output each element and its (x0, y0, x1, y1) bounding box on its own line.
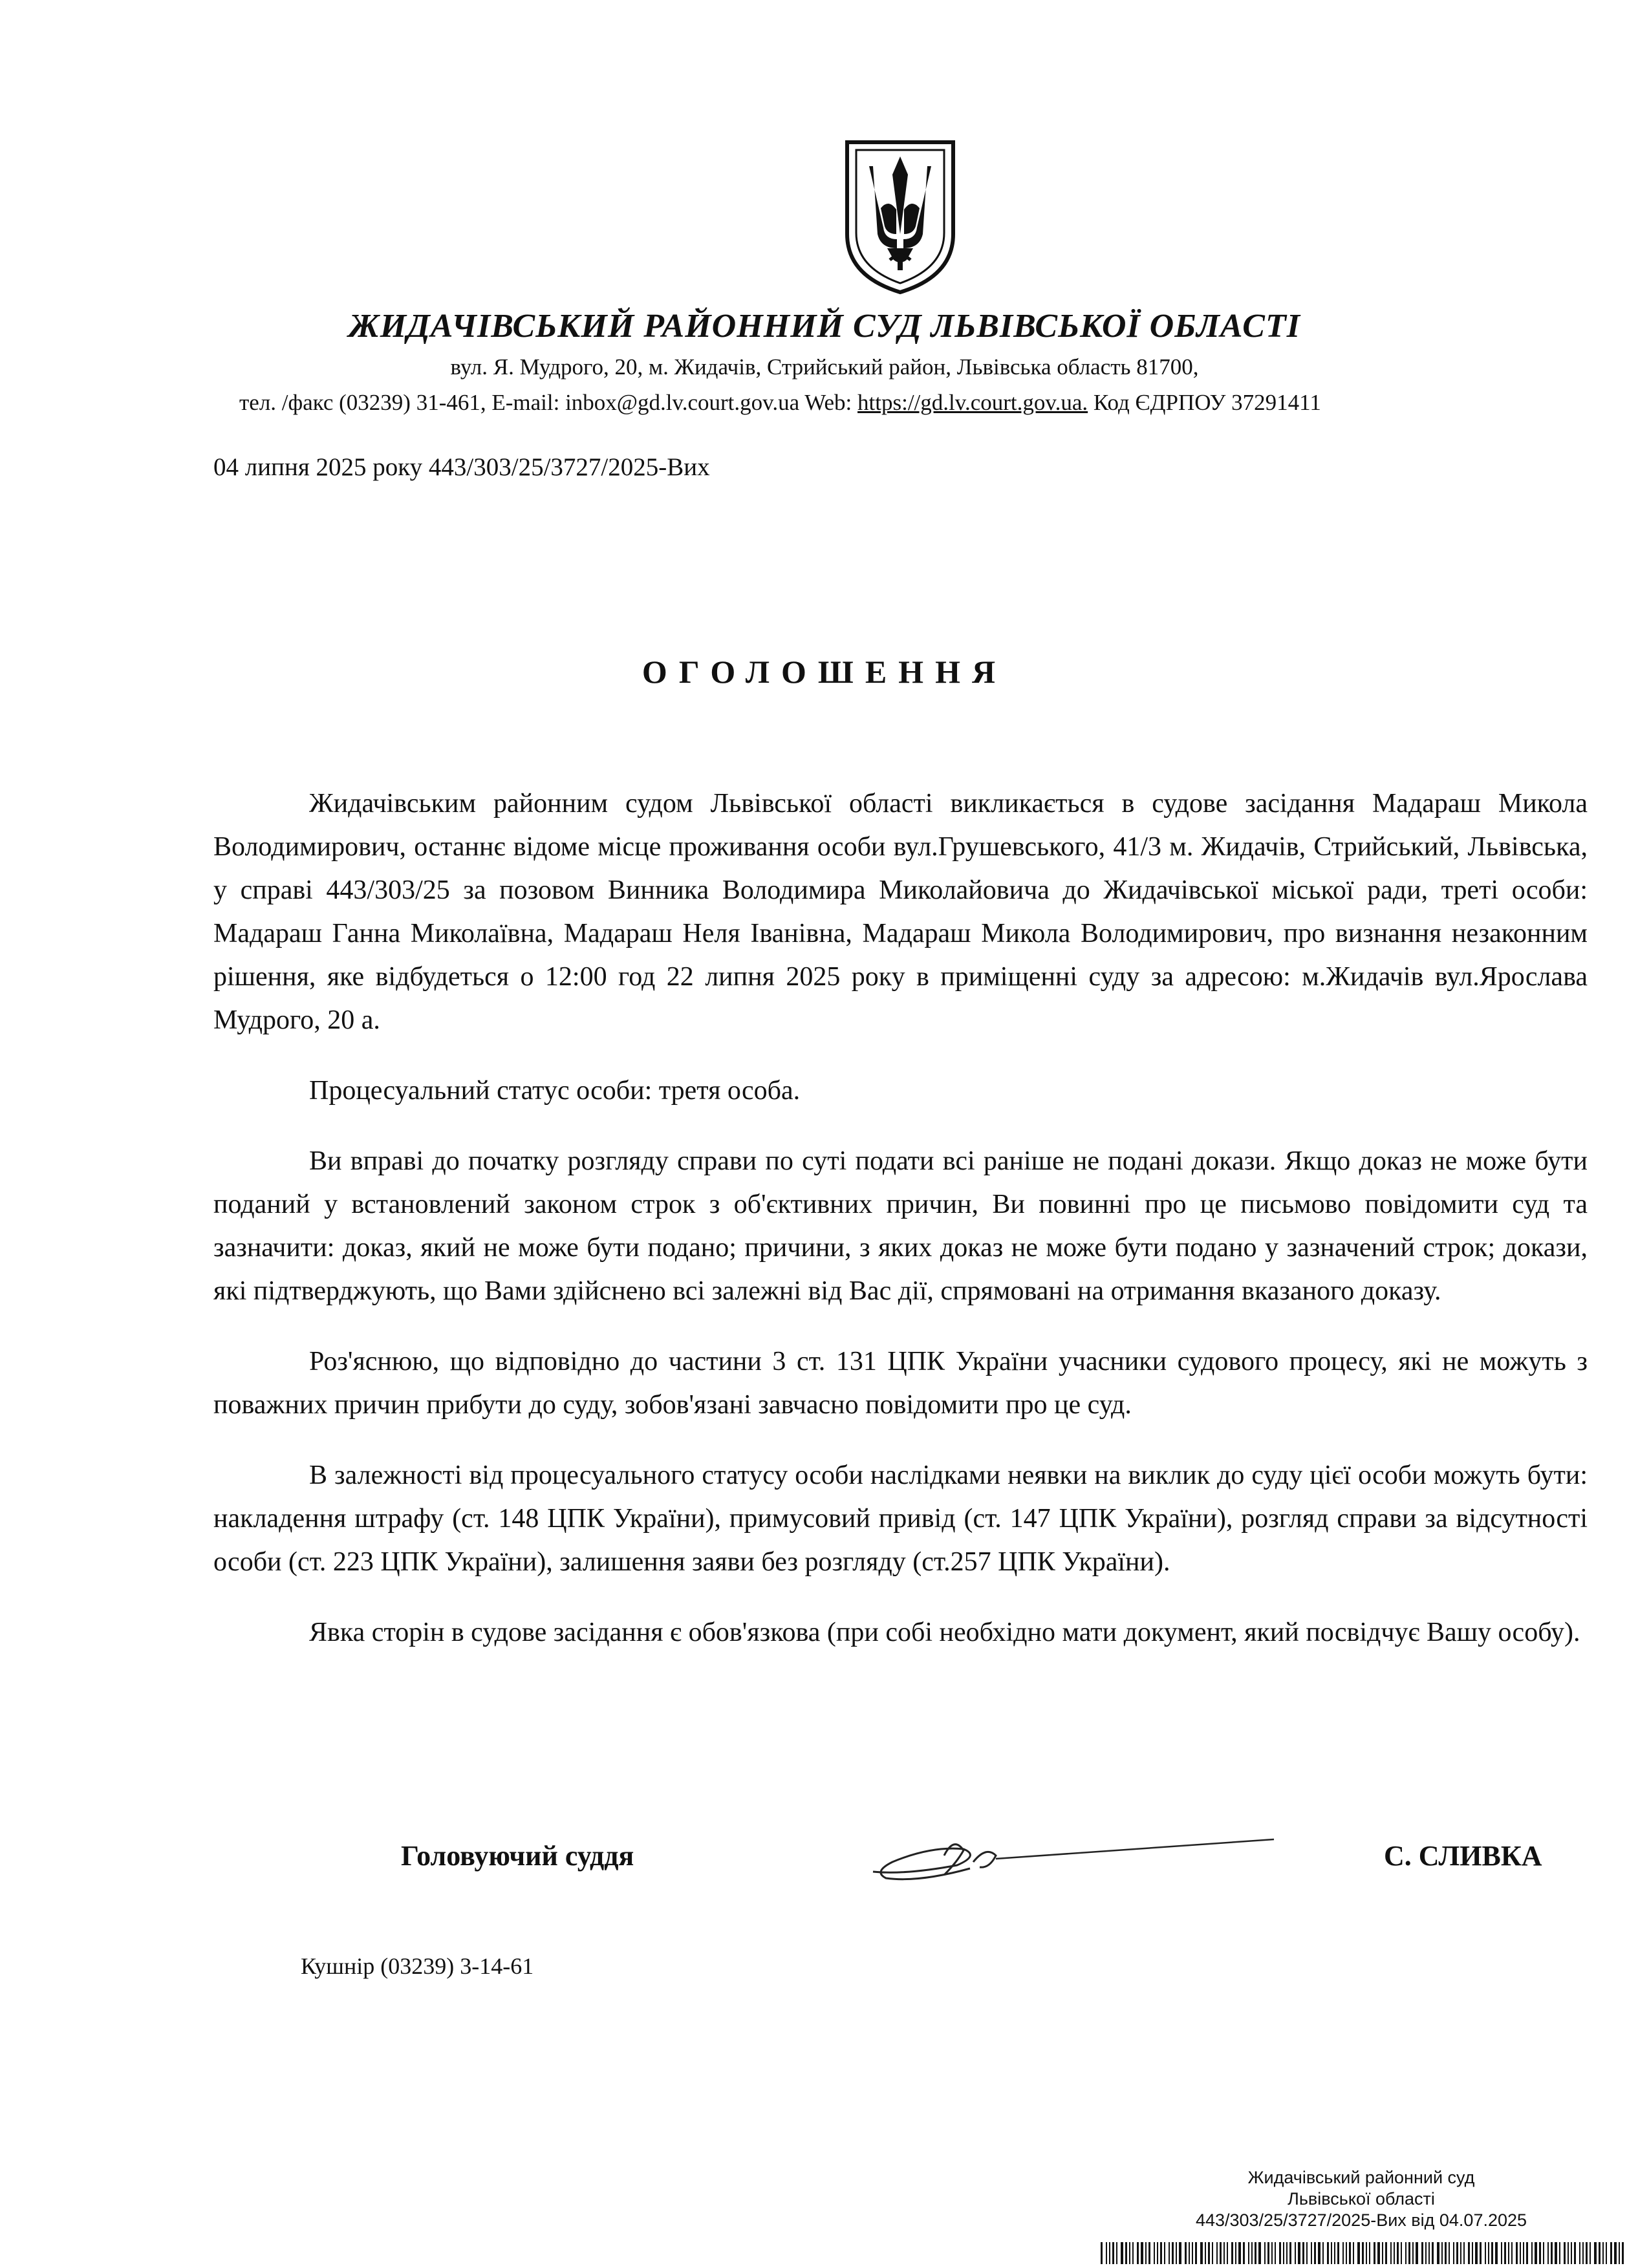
edrpou-code: Код ЄДРПОУ 37291411 (1088, 390, 1321, 415)
paragraph-summons: Жидачівським районним судом Львівської області викликається в судове засідання Мадараш Микола Володимирович, останнє відоме місце проживання особи вул.Грушевського, 41/3 м. Жидачів, Стрийський, Львівська, у справі 443/303/25 за позовом Винника Володимира Миколайовича до Жидачівської міської ради, треті особи: Мадараш Ганна Миколаївна, Мадараш Неля Іванівна, Мадараш Микола Володимирович, про визнання незаконним рішення, яке відбудеться о 12:00 год 22 липня 2025 року в приміщенні суду за адресою: м.Жидачів вул.Ярослава Мудрого, 20 а. (213, 789, 1588, 1035)
executor-contact: Кушнір (03239) 3-14-61 (301, 1953, 534, 1979)
court-address: вул. Я. Мудрого, 20, м. Жидачів, Стрийський район, Львівська область 81700, (450, 354, 1199, 380)
outgoing-reference: 04 липня 2025 року 443/303/25/3727/2025-Вих (213, 453, 710, 481)
paragraph-attendance: Явка сторін в судове засідання є обов'язкова (при собі необхідно мати документ, який посвідчує Вашу особу). (309, 1618, 1580, 1647)
court-contacts (239, 390, 1539, 416)
notice-body (213, 782, 1588, 1682)
handwritten-signature (867, 1810, 1280, 1888)
paragraph-procedural-status: Процесуальний статус особи: третя особа. (309, 1076, 801, 1106)
paragraph-evidence: Ви вправі до початку розгляду справи по суті подати всі раніше не подані докази. Якщо доказ не може бути поданий у встановлений законом строк з об'єктивних причин, Ви повинні про це письмово повідомити суд та зазначити: доказ, який не може бути подано; причини, з яких доказ не може бути подано у зазначений строк; докази, які підтверджують, що Вами здійснено всі залежні від Вас дії, спрямовані на отримання вказаного доказу. (213, 1146, 1588, 1306)
court-name: ЖИДАЧІВСЬКИЙ РАЙОННИЙ СУД ЛЬВІВСЬКОЇ ОБЛАСТІ (349, 308, 1300, 345)
court-website-link[interactable]: https://gd.lv.court.gov.ua. (857, 390, 1088, 415)
coat-of-arms-icon (842, 137, 958, 295)
paragraph-consequences: В залежності від процесуального статусу особи наслідками неявки на виклик до суду цієї особи можуть бути: накладення штрафу (ст. 148 ЦПК України), примусовий привід (ст. 147 ЦПК України), розгляд справи за відсутності особи (ст. 223 ЦПК України), залишення заяви без розгляду (ст.257 ЦПК України). (213, 1460, 1588, 1577)
document-title: ОГОЛОШЕННЯ (641, 654, 1008, 690)
registration-stamp (1106, 2167, 1617, 2231)
contacts-phone-email: тел. /факс (03239) 31-461, E-mail: inbox@gd.lv.court.gov.ua Web: (239, 390, 858, 415)
paragraph-notice-obligation: Роз'яснюю, що відповідно до частини 3 ст. 131 ЦПК України учасники судового процесу, які не можуть з поважних причин прибути до суду, зобов'язані завчасно повідомити про це суд. (213, 1347, 1588, 1420)
judge-role: Головуючий суддя (401, 1840, 634, 1872)
stamp-reg-number: 443/303/25/3727/2025-Вих від 04.07.2025 (1195, 2210, 1527, 2230)
stamp-region: Львівської області (1288, 2189, 1435, 2209)
barcode-icon (1099, 2242, 1630, 2264)
judge-name: С. СЛИВКА (1384, 1840, 1542, 1872)
stamp-court: Жидачівський районний суд (1247, 2168, 1475, 2187)
